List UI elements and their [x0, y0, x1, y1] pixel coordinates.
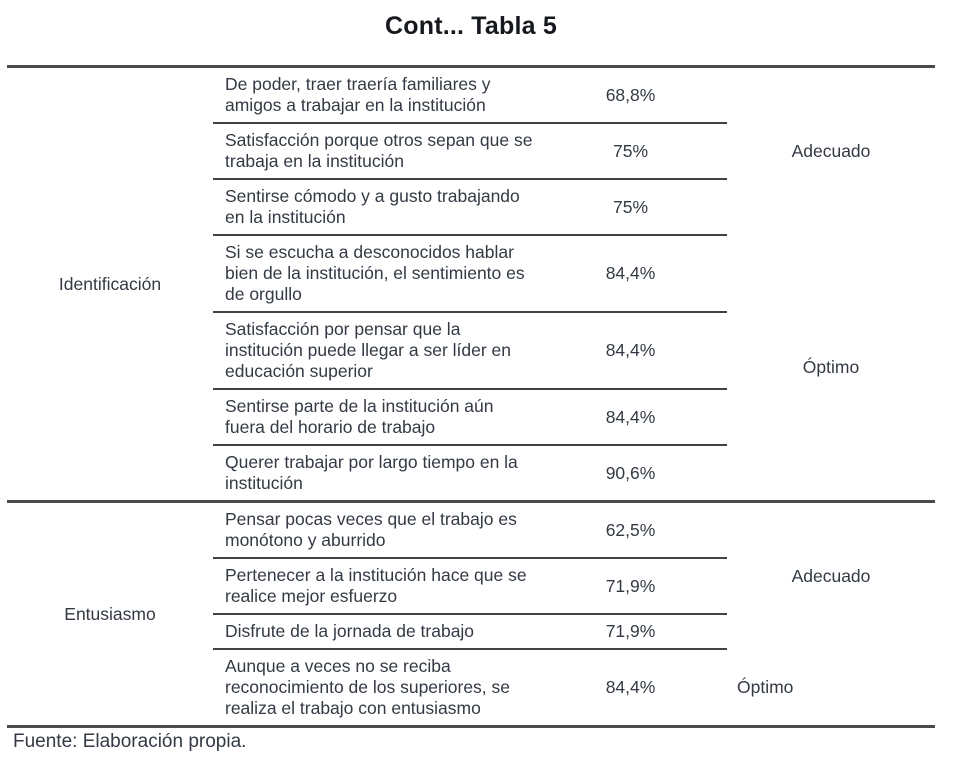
item-cell: Aunque a veces no se reciba reconocimiento de los superiores, se realiza el trabajo con entusiasmo	[225, 656, 511, 718]
item-cell: Satisfacción porque otros sepan que se trabaja en la institución	[213, 123, 560, 179]
percentage-cell: 71,9%	[560, 558, 727, 614]
percentage-cell: 62,5%	[560, 502, 727, 559]
item-cell: Pertenecer a la institución hace que se realice mejor esfuerzo	[213, 558, 560, 614]
item-cell: Querer trabajar por largo tiempo en la institución	[225, 452, 518, 493]
rating-cell: Adecuado	[791, 565, 871, 586]
item-cell: Disfrute de la jornada de trabajo	[213, 614, 560, 649]
percentage-cell: 68,8%	[560, 67, 727, 124]
item-cell: Satisfacción por pensar que la institución puede llegar a ser líder en educación superior	[213, 312, 560, 389]
table-row	[7, 502, 935, 559]
item-cell: Sentirse cómodo y a gusto trabajando en la institución	[213, 179, 560, 235]
rating-cell: Óptimo	[737, 676, 794, 697]
percentage-cell: 75%	[560, 123, 727, 179]
rating-cell: Óptimo	[802, 357, 860, 377]
item-cell: Si se escucha a desconocidos hablar bien de la institución, el sentimiento es de orgullo	[213, 235, 560, 312]
percentage-cell: 71,9%	[560, 614, 727, 649]
percentage-cell: 84,4%	[560, 389, 727, 445]
table-row	[7, 67, 935, 124]
item-cell: Sentirse parte de la institución aún fuera del horario de trabajo	[213, 389, 560, 445]
percentage-cell: 84,4%	[560, 235, 727, 312]
percentage-cell: 84,4%	[605, 677, 656, 697]
table-title: Cont... Tabla 5	[385, 12, 557, 40]
category-cell: Identificación	[58, 273, 162, 294]
percentage-cell: 75%	[560, 179, 727, 235]
table-5	[7, 65, 935, 728]
percentage-cell: 84,4%	[560, 312, 727, 389]
category-cell: Entusiasmo	[64, 603, 156, 624]
percentage-cell: 90,6%	[605, 462, 656, 483]
item-cell: Pensar pocas veces que el trabajo es monótono y aburrido	[213, 502, 560, 559]
rating-cell: Adecuado	[791, 141, 871, 161]
item-cell: De poder, traer traería familiares y amigos a trabajar en la institución	[213, 67, 560, 124]
source-note: Fuente: Elaboración propia.	[13, 731, 247, 752]
